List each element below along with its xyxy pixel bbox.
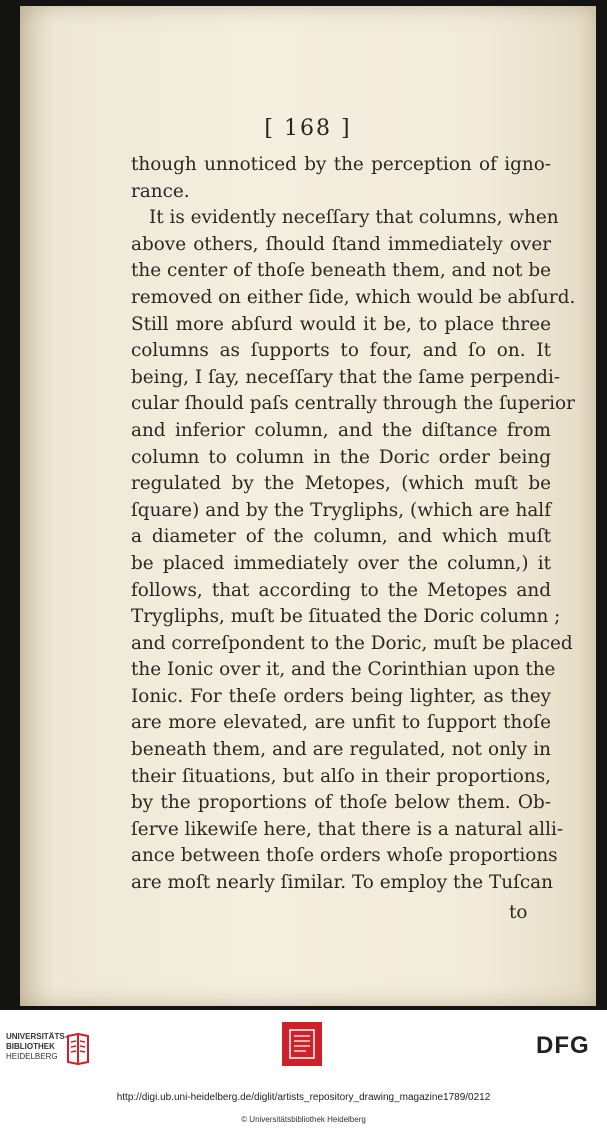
text-line: their ſituations, but alſo in their proportions, [131,765,551,787]
text-line: regulated by the Metopes, (which muſt be [131,473,551,495]
copyright-notice: © Universitätsbibliothek Heidelberg [241,1115,366,1124]
text-line: and correſpondent to the Doric, muſt be placed [131,632,573,654]
university-line: HEIDELBERG [6,1052,58,1061]
university-mark-icon [64,1032,92,1066]
text-line: column to column in the Doric order being [131,446,551,468]
footer [0,1010,607,1129]
text-line: the Ionic over it, and the Corinthian upon the [131,659,556,681]
text-line: a diameter of the column, and which muſt [131,526,551,548]
text-line: beneath them, and are regulated, not only in [131,739,551,761]
page-number: [ 168 ] [264,116,352,141]
text-line: ſquare) and by the Trygliphs, (which are half [131,499,551,521]
text-line: the center of thoſe beneath them, and not be [131,260,551,282]
text-line: It is evidently neceſſary that columns, when [149,207,559,229]
university-line: BIBLIOTHEK [6,1042,55,1051]
text-line: though unnoticed by the perception of igno- [131,154,551,175]
text-line: removed on either ſide, which would be abſurd. [131,286,576,308]
catchword: to [509,902,528,923]
text-line: cular ſhould paſs centrally through the ſuperior [131,393,575,415]
text-line: are moſt nearly ſimilar. To employ the Tuſcan [131,872,553,894]
text-line: above others, ſhould ſtand immediately over [131,233,551,255]
dfg-logo[interactable]: DFG [536,1032,590,1059]
digital-library-logo-icon[interactable] [282,1022,322,1066]
text-line: follows, that according to the Metopes and [131,579,551,601]
text-line: ance between thoſe orders whoſe proportions [131,845,558,867]
text-line: by the proportions of thoſe below them. Ob- [131,792,551,814]
text-line: rance. [131,180,190,202]
text-line: ſerve likewiſe here, that there is a natural alli- [131,818,564,840]
text-line: columns as ſupports to four, and ſo on. It [131,340,551,362]
text-line: are more elevated, are unfit to ſupport thoſe [131,712,551,734]
text-line: Still more abſurd would it be, to place three [131,313,551,335]
university-line: UNIVERSITÄTS- [6,1032,68,1041]
university-logo[interactable] [6,1032,106,1082]
text-line: being, I ſay, neceſſary that the ſame perpendi- [131,366,561,388]
permalink[interactable]: http://digi.ub.uni-heidelberg.de/diglit/artists_repository_drawing_magazine1789/0212 [116,1092,491,1103]
text-line: and inferior column, and the diſtance from [131,419,551,441]
text-line: be placed immediately over the column,) it [131,552,551,574]
book-page [20,6,596,1006]
page-text [131,152,576,897]
text-line: Ionic. For theſe orders being lighter, as they [131,685,551,707]
text-line: Trygliphs, muſt be ſituated the Doric column ; [131,606,561,628]
